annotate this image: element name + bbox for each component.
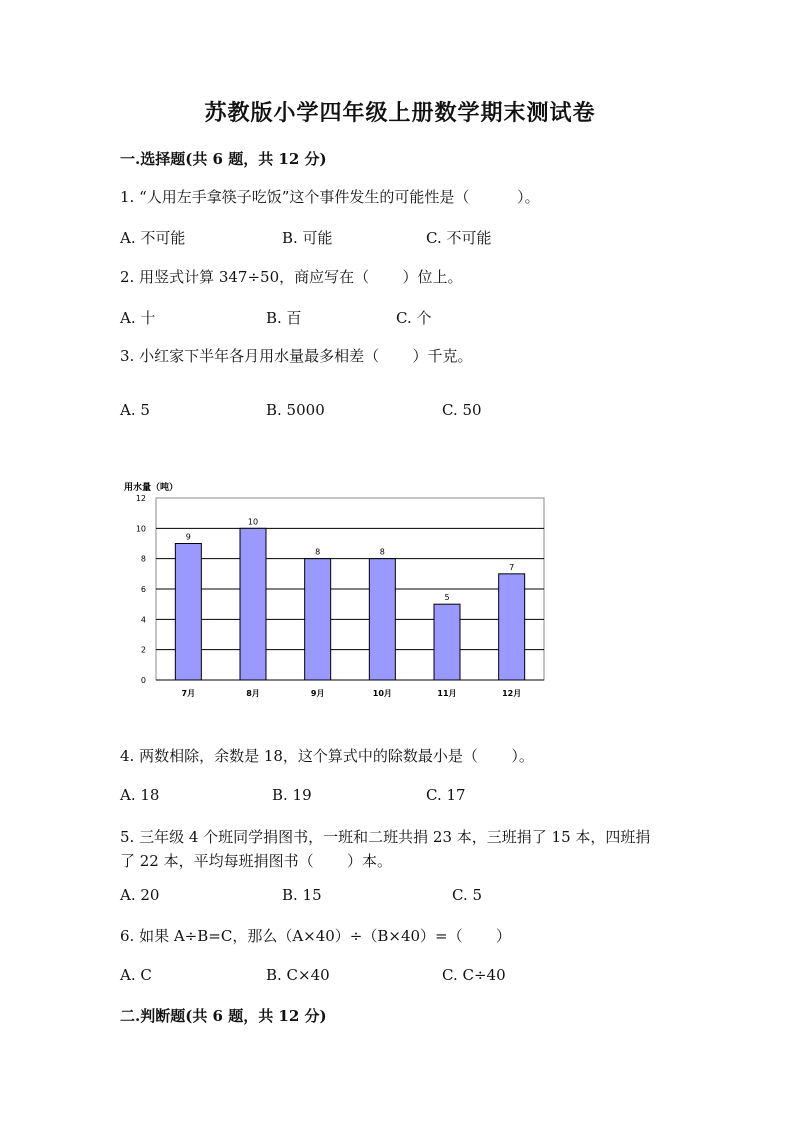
chart-value-label: 8: [379, 547, 385, 557]
question-3-option-a: A. 5: [120, 401, 150, 419]
question-6-stem: 6. 如果 A÷B=C，那么（A×40）÷（B×40）=（ ）: [120, 927, 511, 945]
chart-bar: [434, 604, 460, 680]
chart-y-tick-label: 12: [135, 494, 146, 503]
question-6-option-a: A. C: [120, 966, 152, 984]
chart-y-tick-label: 10: [135, 524, 146, 534]
chart-y-tick-label: 4: [140, 615, 146, 625]
question-3-option-b: B. 5000: [266, 401, 325, 419]
question-6-option-b: B. C×40: [266, 966, 330, 984]
question-4-stem: 4. 两数相除，余数是 18，这个算式中的除数最小是（ ）。: [120, 747, 534, 765]
question-4-option-b: B. 19: [272, 786, 312, 804]
question-3-stem: 3. 小红家下半年各月用水量最多相差（ ）千克。: [120, 347, 473, 365]
question-4-option-c: C. 17: [426, 786, 466, 804]
chart-x-tick-label: 9月: [310, 689, 325, 698]
question-2-option-c: C. 个: [396, 309, 432, 327]
chart-value-label: 9: [185, 532, 191, 542]
question-3-option-c: C. 50: [442, 401, 482, 419]
question-1-option-a: A. 不可能: [120, 229, 186, 247]
chart-x-tick-label: 7月: [181, 689, 196, 698]
chart-x-tick-label: 10月: [372, 689, 392, 698]
chart-value-label: 5: [444, 593, 450, 603]
section-heading-judgement: 二.判断题(共 6 题，共 12 分): [120, 1007, 327, 1025]
question-1-option-b: B. 可能: [282, 229, 333, 247]
water-usage-bar-chart: [118, 478, 550, 710]
chart-x-tick-label: 8月: [246, 689, 260, 698]
question-1-option-c: C. 不可能: [426, 229, 492, 247]
chart-y-tick-label: 0: [140, 676, 146, 685]
chart-x-tick-label: 11月: [437, 689, 457, 698]
chart-bar: [369, 559, 395, 680]
question-5-option-b: B. 15: [282, 886, 322, 904]
chart-y-tick-label: 6: [140, 585, 146, 594]
question-2-option-b: B. 百: [266, 309, 302, 327]
chart-bar: [240, 528, 266, 680]
question-2-option-a: A. 十: [120, 309, 156, 327]
question-5-stem: 5. 三年级 4 个班同学捐图书，一班和二班共捐 23 本，三班捐了 15 本，四班捐 了 22 本，平均每班捐图书（ ）本。: [120, 828, 651, 870]
question-5-option-c: C. 5: [452, 886, 483, 904]
chart-bar: [305, 559, 331, 680]
chart-x-tick-label: 12月: [502, 689, 522, 698]
chart-bar: [175, 544, 201, 681]
question-4-option-a: A. 18: [120, 786, 160, 804]
chart-bar: [499, 574, 525, 680]
question-1-stem: 1. “人用左手拿筷子吃饭”这个事件发生的可能性是（ ）。: [120, 188, 540, 206]
chart-value-label: 7: [509, 562, 515, 572]
chart-value-label: 10: [247, 517, 259, 527]
question-6-option-c: C. C÷40: [442, 966, 506, 984]
page-title: 苏教版小学四年级上册数学期末测试卷: [204, 100, 596, 126]
section-heading-choice: 一.选择题(共 6 题，共 12 分): [120, 150, 327, 168]
question-5-option-a: A. 20: [120, 886, 160, 904]
question-2-stem: 2. 用竖式计算 347÷50，商应写在（ ）位上。: [120, 268, 463, 286]
chart-y-tick-label: 8: [140, 554, 146, 564]
chart-value-label: 8: [315, 547, 321, 557]
chart-y-tick-label: 2: [140, 645, 146, 655]
chart-y-axis-label: 用水量（吨）: [124, 483, 179, 493]
